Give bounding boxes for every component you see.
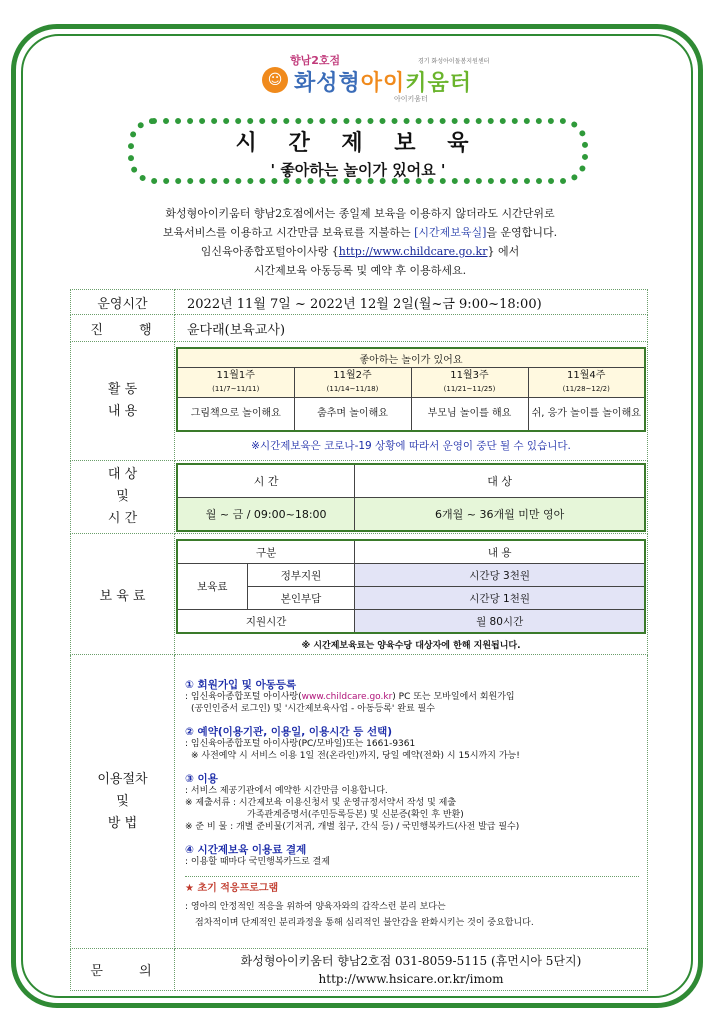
smile-icon: ☺ bbox=[262, 67, 288, 93]
week-4: 11월4주 (11/28~12/2) bbox=[528, 368, 645, 398]
logo-agency: 경기 화성아이돌봄지원센터 bbox=[418, 58, 490, 65]
childcare-link-2[interactable]: www.childcare.go.kr bbox=[301, 691, 393, 702]
activity-cell bbox=[175, 342, 648, 461]
target-table bbox=[176, 463, 646, 532]
period-label: 운영시간 bbox=[71, 290, 175, 315]
target-head-target: 대 상 bbox=[355, 464, 645, 498]
week-4-content: 쉬, 응가 놀이를 놀이해요 bbox=[528, 398, 645, 432]
week-2-content: 춤추며 놀이해요 bbox=[294, 398, 411, 432]
period-value: 2022년 11월 7일 ~ 2022년 12월 2일(월~금 9:00~18:00) bbox=[175, 290, 648, 315]
contact-cell bbox=[175, 949, 648, 991]
activity-label: 활 동 내 용 bbox=[71, 342, 175, 461]
page-title: 시 간 제 보 육 bbox=[235, 130, 481, 156]
childcare-link[interactable]: http://www.childcare.go.kr bbox=[338, 245, 488, 258]
target-age: 6개월 ~ 36개월 미만 영아 bbox=[355, 497, 645, 531]
target-label: 대 상 및 시 간 bbox=[71, 461, 175, 534]
step-2: ② 예약(이용기관, 이용일, 이용시간 등 선택) : 임신육아종합포털 아이사랑(PC/모바일)또는 1661-9361 ※ 사전예약 시 서비스 이용 1일 전(온라인)까지, 당일 예약(전화) 시 15시까지 가능! bbox=[185, 725, 520, 761]
target-cell bbox=[175, 461, 648, 534]
support-label: 지원시간 bbox=[177, 610, 355, 634]
corona-note: ※시간제보육은 코로나-19 상황에 따라서 운영이 중단 될 수 있습니다. bbox=[251, 440, 571, 452]
week-1-content: 그림책으로 놀이해요 bbox=[177, 398, 294, 432]
target-time: 월 ~ 금 / 09:00~18:00 bbox=[177, 497, 355, 531]
gov-label: 정부지원 bbox=[247, 564, 355, 587]
activity-table bbox=[176, 347, 646, 432]
adaptation-program: ★ 초기 적응프로그램 : 영아의 안정적인 적응을 위하여 양육자와의 갑작스런 분리 보다는 점차적이며 단계적인 분리과정을 통해 심리적인 불안감을 완화시키는 것이 중요합니다. bbox=[185, 876, 639, 929]
page-subtitle: ' 좋아하는 놀이가 있어요 ' bbox=[270, 161, 446, 179]
gov-value: 시간당 3천원 bbox=[355, 564, 645, 587]
step-4: ④ 시간제보육 이용료 결제 : 이용할 때마다 국민행복카드로 결제 bbox=[185, 843, 330, 867]
procedure-label: 이용절차 및 방 법 bbox=[71, 655, 175, 949]
contact-url[interactable]: http://www.hsicare.or.kr/imom bbox=[318, 971, 504, 986]
fee-note: ※ 시간제보육료는 양육수당 대상자에 한해 지원됩니다. bbox=[301, 641, 521, 651]
week-3-content: 부모님 놀이를 해요 bbox=[411, 398, 528, 432]
procedure-cell bbox=[175, 655, 648, 949]
fee-cell bbox=[175, 534, 648, 655]
logo-tagline: 아이키움터 bbox=[394, 95, 428, 103]
week-3: 11월3주 (11/21~11/25) bbox=[411, 368, 528, 398]
logo-branch: 향남2호점 bbox=[290, 54, 341, 67]
logo-name: 화성형아이키움터 bbox=[294, 71, 473, 96]
week-1: 11월1주 (11/7~11/11) bbox=[177, 368, 294, 398]
contact-phone: 화성형아이키움터 향남2호점 031-8059-5115 (휴먼시아 5단지) bbox=[240, 953, 582, 968]
fee-label: 보 육 료 bbox=[71, 534, 175, 655]
target-head-time: 시 간 bbox=[177, 464, 355, 498]
support-value: 월 80시간 bbox=[355, 610, 645, 634]
fee-head-cat: 구분 bbox=[177, 540, 355, 564]
week-2: 11월2주 (11/14~11/18) bbox=[294, 368, 411, 398]
fee-cat: 보육료 bbox=[177, 564, 247, 610]
self-value: 시간당 1천원 bbox=[355, 587, 645, 610]
info-table bbox=[70, 289, 648, 991]
teacher-value: 윤다래(보육교사) bbox=[175, 315, 648, 342]
fee-table bbox=[176, 539, 646, 634]
title-box bbox=[128, 118, 588, 184]
step-3: ③ 이용 : 서비스 제공기관에서 예약한 시간만큼 이용합니다. ※ 제출서류 : 시간제보육 이용신청서 및 운영규정서약서 작성 및 제출 가족관계증명서(주민등록등본) 및 신분증(확인 후 반환) ※ 준 비 물 : 개별 준비물(기저귀, 개별 침구, 간식 등) / 국민행복카드(사전 발급 필수) bbox=[185, 772, 520, 832]
contact-label: 문 의 bbox=[71, 949, 175, 991]
step-1: ① 회원가입 및 아동등록 : 임신육아종합포털 아이사랑(www.childcare.go.kr) PC 또는 모바일에서 회원가입 (공인인증서 로그인) 및 '시간제보육사업 - 아동등록' 완료 필수 bbox=[185, 678, 515, 714]
self-label: 본인부담 bbox=[247, 587, 355, 610]
teacher-label: 진 행 bbox=[71, 315, 175, 342]
intro-text: 화성형아이키움터 향남2호점에서는 종일제 보육을 이용하지 않더라도 시간단위로 보육서비스를 이용하고 시간만큼 보육료를 지불하는 [시간제보육실]을 운영합니다. 임신육아종합포털아이사랑 {http://www.childcare.go.kr} 에서 시간제보육 아동등록 및 예약 후 이용하세요. bbox=[162, 207, 558, 277]
activity-header: 좋아하는 놀이가 있어요 bbox=[177, 348, 645, 368]
fee-head-content: 내 용 bbox=[355, 540, 645, 564]
